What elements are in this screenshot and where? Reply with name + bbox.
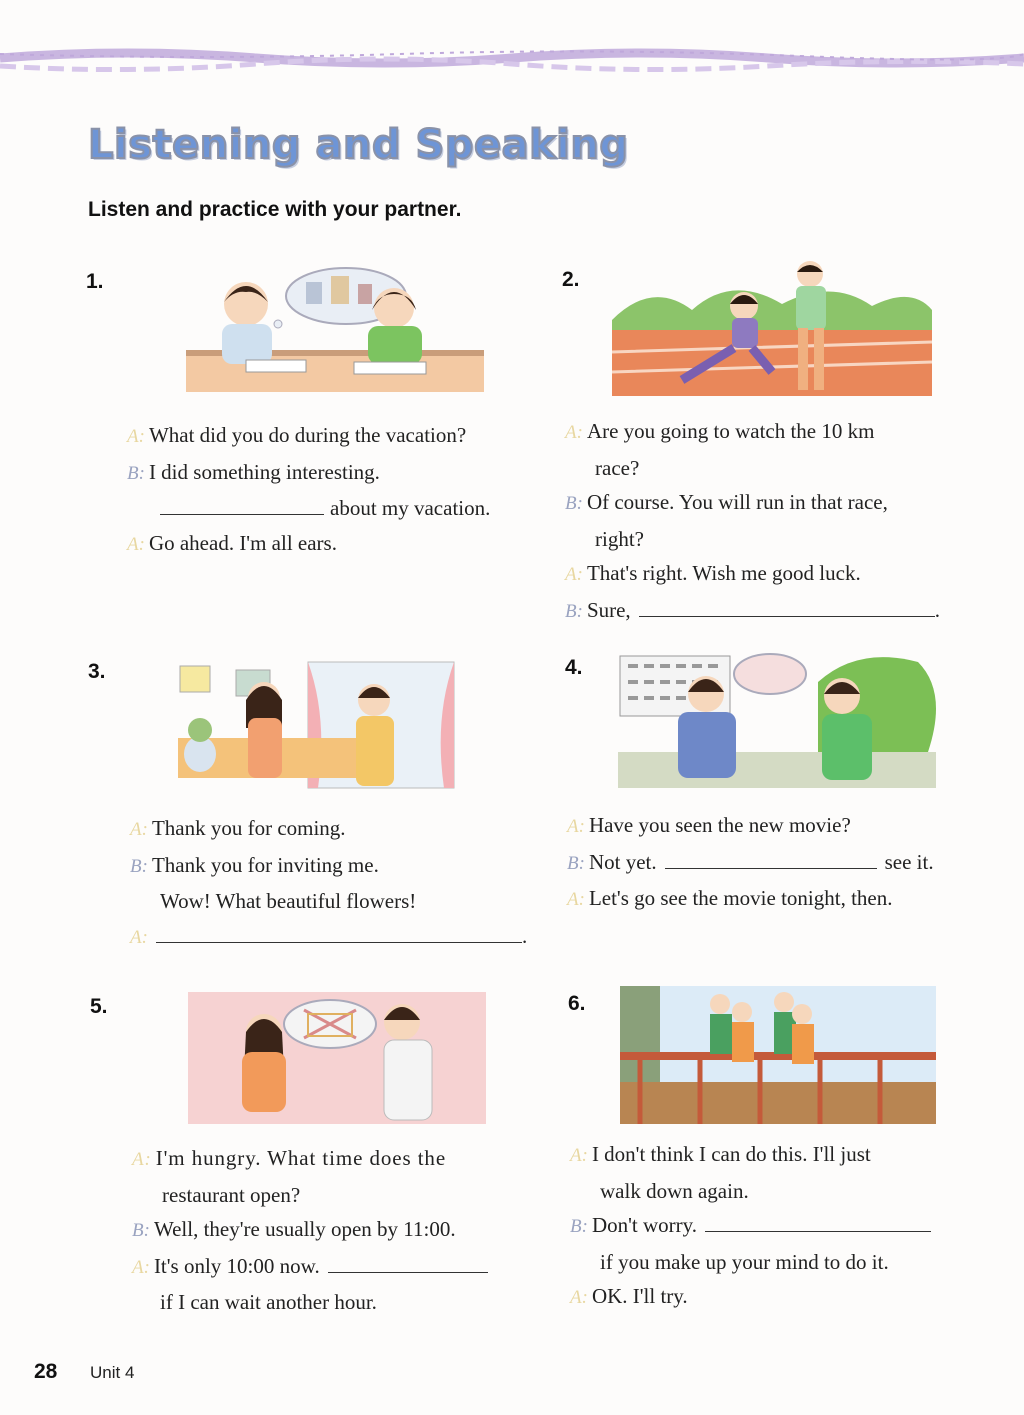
line-text: Sure, xyxy=(586,597,631,622)
speaker-label: A: xyxy=(127,426,145,447)
speaker-label: B: xyxy=(565,600,583,622)
speaker-label: B: xyxy=(127,462,145,484)
dialogue-line: B: Sure, . xyxy=(565,593,940,630)
line-text: Of course. You will run in that race, xyxy=(586,490,888,514)
line-text: if I can wait another hour. xyxy=(160,1290,377,1314)
dialogue-line xyxy=(130,884,527,919)
answer-blank[interactable] xyxy=(160,492,324,515)
line-text: I did something interesting. xyxy=(148,459,380,484)
speaker-label: A: xyxy=(567,889,585,910)
answer-blank[interactable] xyxy=(639,594,935,617)
line-text: Thank you for coming. xyxy=(151,816,346,840)
line-text: about my vacation. xyxy=(330,496,491,520)
speaker-label: A: xyxy=(130,819,148,840)
answer-blank[interactable] xyxy=(665,846,877,869)
dialogue-line xyxy=(570,1279,931,1316)
line-text: Let's go see the movie tonight, then. xyxy=(588,886,893,910)
dialogue-line: A: . xyxy=(130,919,527,956)
answer-blank[interactable] xyxy=(705,1209,931,1232)
line-text: if you make up your mind to do it. xyxy=(600,1249,889,1274)
dialogue-line xyxy=(570,1208,931,1245)
speaker-label: A: xyxy=(132,1256,150,1278)
illustration-living-room xyxy=(178,658,478,792)
dialogue-line xyxy=(127,491,490,526)
dialogue-5 xyxy=(132,1141,488,1320)
speaker-label: B: xyxy=(567,852,585,874)
line-text: I don't think I can do this. I'll just xyxy=(591,1142,871,1166)
dialogue-4 xyxy=(567,808,934,918)
dialogue-line xyxy=(565,522,940,557)
dialogue-line xyxy=(130,848,527,885)
dialogue-line xyxy=(132,1141,488,1178)
line-text: OK. I'll try. xyxy=(591,1284,688,1308)
dialogue-line xyxy=(567,845,934,882)
line-text: Have you seen the new movie? xyxy=(588,813,851,837)
line-text: Thank you for inviting me. xyxy=(151,852,379,877)
illustration-climbing-tower xyxy=(620,986,936,1124)
unit-label: Unit 4 xyxy=(90,1363,135,1382)
dialogue-line xyxy=(127,418,490,455)
speaker-label: B: xyxy=(132,1220,150,1241)
speaker-label: A: xyxy=(570,1145,588,1166)
dialogue-3 xyxy=(130,811,527,955)
exercise-number: 4. xyxy=(565,656,583,679)
dialogue-6 xyxy=(570,1137,931,1316)
speaker-label: A: xyxy=(565,564,583,585)
speaker-label: A: xyxy=(127,533,145,555)
dialogue-line xyxy=(570,1137,931,1174)
dialogue-2 xyxy=(565,414,940,629)
top-decorative-border xyxy=(0,44,1024,74)
line-text: Are you going to watch the 10 km xyxy=(586,419,875,443)
instruction-text: Listen and practice with your partner. xyxy=(88,198,462,221)
speaker-label: B: xyxy=(565,493,583,514)
line-text: It's only 10:00 now. xyxy=(153,1253,320,1278)
exercise-number: 3. xyxy=(88,660,106,683)
illustration-school-movie xyxy=(618,652,936,788)
dialogue-line xyxy=(570,1245,931,1280)
speaker-label: A: xyxy=(130,926,148,948)
answer-blank[interactable] xyxy=(328,1250,488,1273)
dialogue-line xyxy=(132,1249,488,1286)
speaker-label: B: xyxy=(570,1216,588,1237)
speaker-label: A: xyxy=(565,422,583,443)
answer-blank[interactable] xyxy=(156,920,522,943)
line-text: That's right. Wish me good luck. xyxy=(586,561,861,585)
exercise-number: 6. xyxy=(568,992,586,1015)
line-text: What did you do during the vacation? xyxy=(148,423,467,447)
dialogue-line xyxy=(127,455,490,492)
dialogue-line xyxy=(565,414,940,451)
dialogue-line xyxy=(132,1212,488,1249)
line-text: walk down again. xyxy=(600,1178,749,1203)
line-text: Wow! What beautiful flowers! xyxy=(160,889,417,913)
dialogue-line xyxy=(567,808,934,845)
line-text: Not yet. xyxy=(588,849,657,874)
dialogue-line xyxy=(132,1178,488,1213)
dialogue-line xyxy=(132,1285,488,1320)
line-text: Well, they're usually open by 11:00. xyxy=(153,1217,456,1241)
exercise-number: 5. xyxy=(90,995,108,1018)
dialogue-line xyxy=(127,526,490,563)
exercise-number: 1. xyxy=(86,270,104,293)
dialogue-line xyxy=(565,485,940,522)
speaker-label: A: xyxy=(567,816,585,837)
page-number: 28 xyxy=(34,1360,58,1383)
page-title: Listening and Speaking xyxy=(88,122,629,168)
dialogue-1 xyxy=(127,418,490,562)
dialogue-line xyxy=(567,881,934,918)
dialogue-line xyxy=(565,451,940,486)
illustration-students-talking xyxy=(186,262,484,394)
dialogue-line xyxy=(565,556,940,593)
line-text: Don't worry. xyxy=(591,1213,698,1237)
line-text: Go ahead. I'm all ears. xyxy=(148,530,337,555)
exercise-number: 2. xyxy=(562,268,580,291)
speaker-label: A: xyxy=(132,1149,152,1170)
dialogue-line xyxy=(570,1174,931,1209)
line-text: see it. xyxy=(884,849,934,874)
line-text: I'm hungry. What time does the xyxy=(155,1146,447,1170)
illustration-restaurant-hours xyxy=(188,992,486,1124)
illustration-running-track xyxy=(612,260,932,396)
speaker-label: B: xyxy=(130,855,148,877)
line-text: race? xyxy=(595,455,640,480)
speaker-label: A: xyxy=(570,1287,588,1308)
dialogue-line xyxy=(130,811,527,848)
line-text: restaurant open? xyxy=(162,1182,301,1207)
line-text: right? xyxy=(595,526,644,551)
